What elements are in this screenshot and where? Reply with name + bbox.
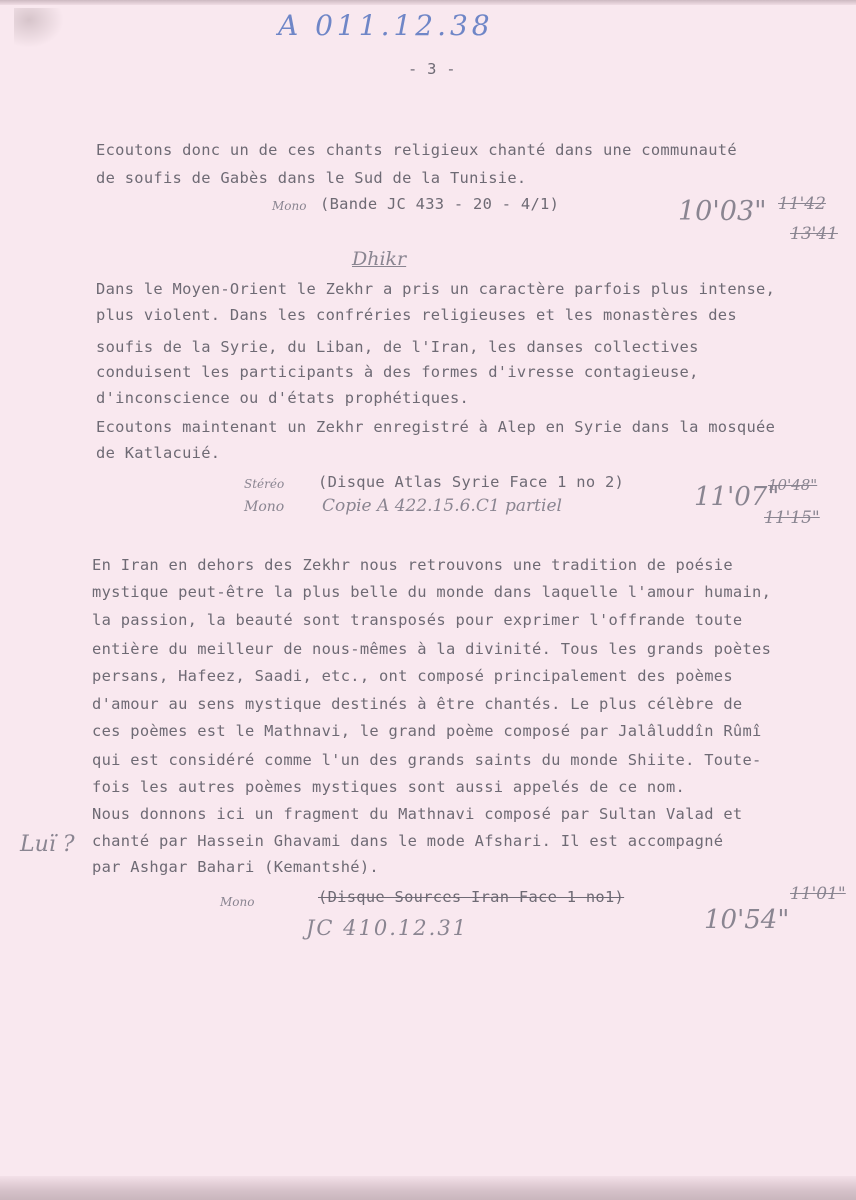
paragraph-3-line-4: entière du meilleur de nous-mêmes à la divinité. Tous les grands poètes: [92, 640, 772, 658]
paragraph-2-line-4: conduisent les participants à des formes d'ivresse contagieuse,: [96, 363, 699, 381]
ref2-mono-note: Mono: [244, 499, 285, 515]
paragraph-2-line-3: soufis de la Syrie, du Liban, de l'Iran, les danses collectives: [96, 338, 699, 356]
ref3-duration: 10'54": [704, 905, 790, 935]
paragraph-1-line-1: Ecoutons donc un de ces chants religieux chanté dans une communauté: [96, 141, 737, 159]
ref2-disc-reference: (Disque Atlas Syrie Face 1 no 2): [318, 473, 625, 491]
ref1-crossed-duration: 11'42: [778, 194, 826, 214]
paragraph-3-line-12: par Ashgar Bahari (Kemantshé).: [92, 858, 379, 876]
margin-handwritten-note: Luï ?: [20, 832, 75, 857]
paragraph-3-line-8: qui est considéré comme l'un des grands saints du monde Shiite. Toute-: [92, 751, 762, 769]
paragraph-3-line-9: fois les autres poèmes mystiques sont aussi appelés de ce nom.: [92, 778, 686, 796]
ref1-crossed-duration-2: 13'41: [790, 224, 838, 244]
section-handwritten-title: Dhikr: [352, 248, 407, 270]
ref2-crossed-duration-2: 11'15": [764, 508, 820, 528]
paragraph-2-line-6: Ecoutons maintenant un Zekhr enregistré à Alep en Syrie dans la mosquée: [96, 418, 776, 436]
ref2-copy-note: Copie A 422.15.6.C1 partiel: [322, 496, 562, 516]
archive-reference: A 011.12.38: [278, 9, 494, 42]
paragraph-3-line-7: ces poèmes est le Mathnavi, le grand poème composé par Jalâluddîn Rûmî: [92, 722, 762, 740]
ref3-crossed-duration: 11'01": [790, 884, 846, 904]
ref1-duration: 10'03": [678, 196, 767, 227]
ref1-mono-note: Mono: [272, 199, 307, 213]
corner-smudge: [14, 8, 64, 48]
paragraph-2-line-5: d'inconscience ou d'états prophétiques.: [96, 389, 470, 407]
paragraph-3-line-10: Nous donnons ici un fragment du Mathnavi composé par Sultan Valad et: [92, 805, 743, 823]
ref1-tape-reference: (Bande JC 433 - 20 - 4/1): [320, 195, 560, 213]
ref2-crossed-duration: 10'48": [768, 476, 818, 494]
paragraph-2-line-2: plus violent. Dans les confréries religieuses et les monastères des: [96, 306, 737, 324]
paragraph-3-line-2: mystique peut-être la plus belle du monde dans laquelle l'amour humain,: [92, 583, 772, 601]
paragraph-2-line-1: Dans le Moyen-Orient le Zekhr a pris un caractère parfois plus intense,: [96, 280, 776, 298]
ref3-mono-note: Mono: [220, 895, 255, 909]
paragraph-3-line-11: chanté par Hassein Ghavami dans le mode Afshari. Il est accompagné: [92, 832, 724, 850]
paragraph-2-line-7: de Katlacuié.: [96, 444, 221, 462]
paragraph-1-line-2: de soufis de Gabès dans le Sud de la Tunisie.: [96, 169, 527, 187]
ref3-archive-code: JC 410.12.31: [306, 916, 469, 940]
paragraph-3-line-1: En Iran en dehors des Zekhr nous retrouvons une tradition de poésie: [92, 556, 733, 574]
page-number: - 3 -: [408, 60, 456, 78]
page-bottom-edge: [0, 1176, 856, 1200]
paragraph-3-line-6: d'amour au sens mystique destinés à être chantés. Le plus célèbre de: [92, 695, 743, 713]
ref2-stereo-note: Stéréo: [244, 477, 285, 491]
page-top-edge: [0, 0, 856, 5]
ref3-disc-reference: (Disque Sources Iran Face 1 no1): [318, 888, 625, 906]
ref2-duration: 11'07": [694, 482, 780, 512]
paragraph-3-line-3: la passion, la beauté sont transposés pour exprimer l'offrande toute: [92, 611, 743, 629]
paragraph-3-line-5: persans, Hafeez, Saadi, etc., ont composé principalement des poèmes: [92, 667, 733, 685]
